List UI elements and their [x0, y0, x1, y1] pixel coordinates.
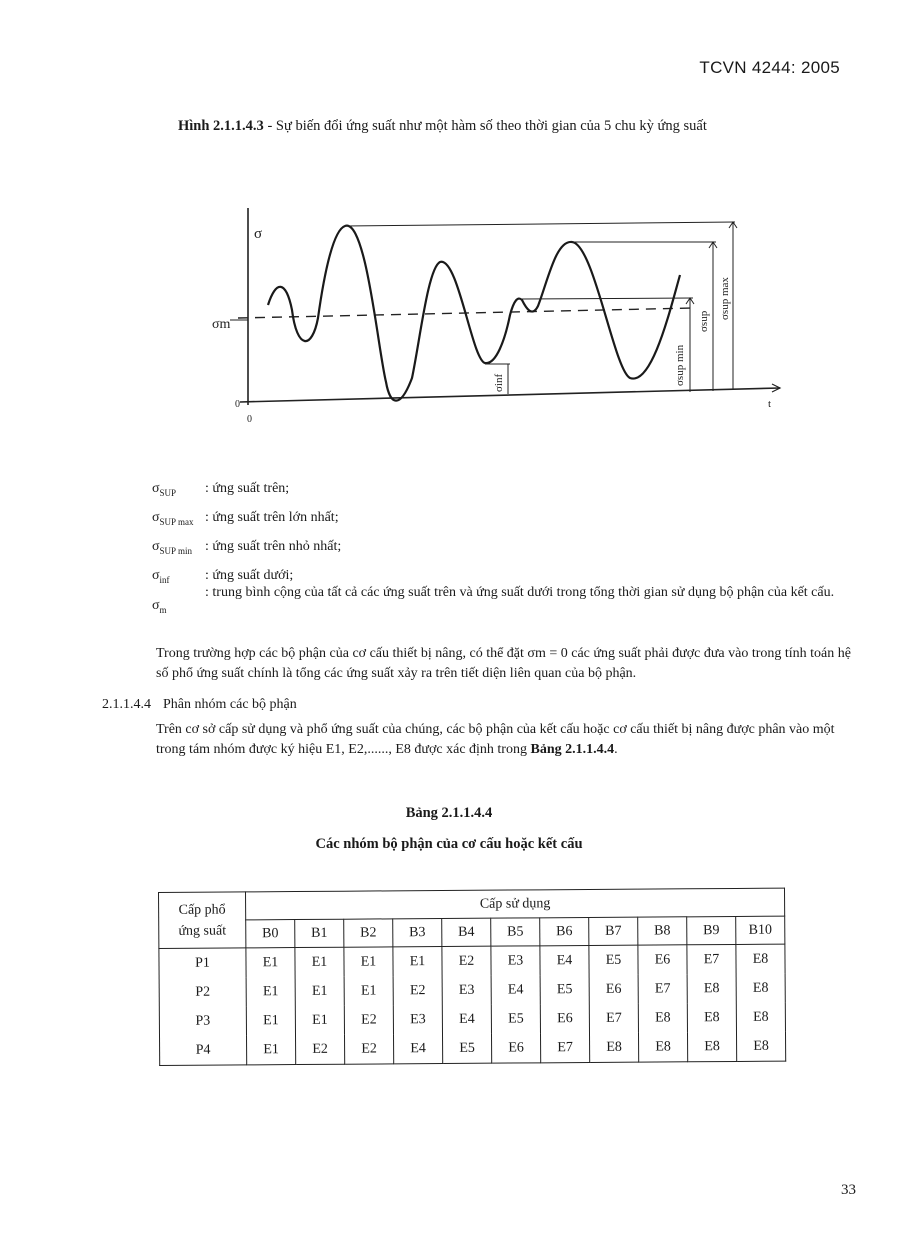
table-cell: E8	[687, 974, 736, 1003]
section-title: Phân nhóm các bộ phận	[163, 697, 297, 712]
paragraph-sigma-m: Trong trường hợp các bộ phận của cơ cấu thiết bị nâng, có thể đặt σm = 0 các ứng suất phải được đưa vào trong tính toán hệ số phổ ứng suất chính là tổng các ứng suất xảy ra trên tiết diện liên quan của bộ phận.	[156, 646, 851, 681]
row-label: P2	[159, 977, 246, 1007]
table-row	[160, 1032, 786, 1066]
legend-symbol: $\sigma_{SUP min}$	[152, 539, 192, 556]
table-cell: E1	[393, 947, 442, 977]
corner-header: Cấp phổ ứng suất	[159, 892, 246, 949]
legend-text: : ứng suất trên nhỏ nhất;	[205, 539, 342, 554]
table-cell: E8	[687, 1003, 736, 1032]
table-cell: E1	[295, 1006, 344, 1035]
legend-symbol: $\sigma_{SUP}$	[152, 481, 177, 498]
legend-text: : ứng suất trên lớn nhất;	[205, 510, 339, 525]
table-cell: E6	[638, 945, 687, 975]
sigma-sup-min-label: σsup min	[674, 344, 686, 386]
section-body: Trên cơ sở cấp sử dụng và phổ ứng suất của chúng, các bộ phận của kết cấu hoặc cơ cấu thiết bị nâng được phân vào một trong tám nhóm được ký hiệu E1, E2,......, E8 được xác định trong Bảng 2.1.1.4.4.	[156, 722, 835, 757]
table-cell: E7	[638, 974, 687, 1003]
column-header: B8	[638, 917, 687, 945]
table-cell: E8	[736, 1032, 785, 1062]
component-groups-table	[158, 888, 786, 1066]
y-axis-label: σ	[254, 226, 263, 242]
table-title: Bảng 2.1.1.4.4	[405, 805, 493, 821]
column-header: B1	[295, 919, 344, 947]
page-number: 33	[841, 1182, 856, 1198]
table-cell: E1	[246, 1006, 295, 1035]
table-cell: E8	[687, 1032, 736, 1062]
table-cell: E1	[295, 977, 344, 1006]
column-header: B9	[687, 916, 736, 944]
table-cell: E6	[540, 1004, 589, 1033]
column-header: B5	[491, 918, 540, 946]
figure-caption-label: Hình 2.1.1.4.3	[178, 118, 264, 134]
legend-item-sup	[0, 480, 898, 500]
table-cell: E5	[442, 1034, 491, 1064]
x-axis	[240, 388, 780, 402]
table-cell: E2	[345, 1034, 394, 1064]
legend-item-m	[0, 584, 898, 628]
section-heading	[102, 697, 309, 713]
table-cell: E8	[736, 974, 785, 1003]
table-subtitle: Các nhóm bộ phận của cơ cấu hoặc kết cấu	[315, 836, 583, 852]
origin-y-label: 0	[235, 399, 240, 410]
column-header: B2	[344, 919, 393, 947]
table-cell: E1	[247, 1035, 296, 1065]
table-cell: E7	[589, 1004, 638, 1033]
column-header: B3	[393, 919, 442, 947]
column-header: B0	[246, 920, 295, 948]
table-cell: E3	[491, 946, 540, 976]
table-cell: E5	[491, 1004, 540, 1033]
table-cell: E8	[638, 1003, 687, 1032]
sigma-inf-label: σinf	[493, 373, 505, 392]
legend-text: : ứng suất dưới;	[205, 568, 294, 583]
table-cell: E7	[540, 1033, 589, 1063]
max-peak-line	[345, 222, 735, 226]
table-row	[159, 944, 785, 978]
legend-symbol: $\sigma_{inf}$	[152, 568, 170, 585]
table-cell: E1	[344, 976, 393, 1005]
sigma-sup-max-label: σsup max	[719, 277, 731, 320]
table-cell: E1	[246, 977, 295, 1006]
legend-item-sup-min	[0, 538, 898, 558]
table-cell: E4	[393, 1034, 442, 1064]
legend-symbol: $\sigma_m$	[152, 598, 167, 615]
sigma-m-label: σm	[212, 317, 231, 332]
table-cell: E1	[344, 947, 393, 977]
table-cell: E1	[246, 948, 295, 978]
table-cell: E8	[638, 1032, 687, 1062]
table-cell: E5	[589, 945, 638, 975]
usage-class-header: Cấp sử dụng	[246, 888, 785, 920]
legend-text: : trung bình cộng của tất cả các ứng suất trên và ứng suất dưới trong tổng thời gian sử dụng bộ phận của kết cấu.	[205, 585, 835, 600]
table-cell: E1	[295, 947, 344, 977]
sup-min-line	[522, 298, 693, 299]
table-row	[159, 974, 785, 1007]
table-cell: E4	[491, 975, 540, 1004]
table-cell: E4	[540, 945, 589, 975]
stress-time-figure	[200, 200, 800, 430]
table-cell: E2	[344, 1005, 393, 1034]
table-cell: E8	[589, 1033, 638, 1063]
table-row	[159, 1003, 785, 1036]
table-cell: E2	[442, 946, 491, 976]
table-cell: E3	[393, 1005, 442, 1034]
row-label: P4	[160, 1035, 247, 1065]
table-cell: E3	[442, 976, 491, 1005]
table-cell: E6	[589, 975, 638, 1004]
figure-caption	[178, 118, 707, 135]
figure-caption-text: - Sự biến đổi ứng suất như một hàm số theo thời gian của 5 chu kỳ ứng suất	[263, 118, 707, 134]
row-label: P1	[159, 948, 246, 978]
table-cell: E8	[736, 1003, 785, 1032]
stress-curve	[268, 226, 680, 401]
x-axis-label: t	[768, 398, 772, 410]
column-header: B7	[589, 917, 638, 945]
section-number: 2.1.1.4.4	[102, 697, 151, 712]
table-cell: E5	[540, 975, 589, 1004]
column-header: B6	[540, 917, 589, 945]
table-cell: E8	[736, 944, 785, 974]
legend-symbol: $\sigma_{SUP max}$	[152, 510, 194, 527]
column-header: B10	[736, 916, 785, 944]
standard-number: TCVN 4244: 2005	[699, 58, 840, 77]
table-cell: E7	[687, 944, 736, 974]
table-cell: E2	[393, 976, 442, 1005]
table-cell: E6	[491, 1033, 540, 1063]
legend-item-sup-max	[0, 509, 898, 529]
column-header: B4	[442, 918, 491, 946]
table-cell: E4	[442, 1005, 491, 1034]
origin-x-label: 0	[247, 414, 252, 425]
row-label: P3	[159, 1006, 246, 1036]
sigma-sup-label: σsup	[698, 310, 710, 332]
table-reference: Bảng 2.1.1.4.4	[530, 742, 615, 757]
table-cell: E2	[296, 1035, 345, 1065]
legend-text: : ứng suất trên;	[205, 481, 290, 496]
